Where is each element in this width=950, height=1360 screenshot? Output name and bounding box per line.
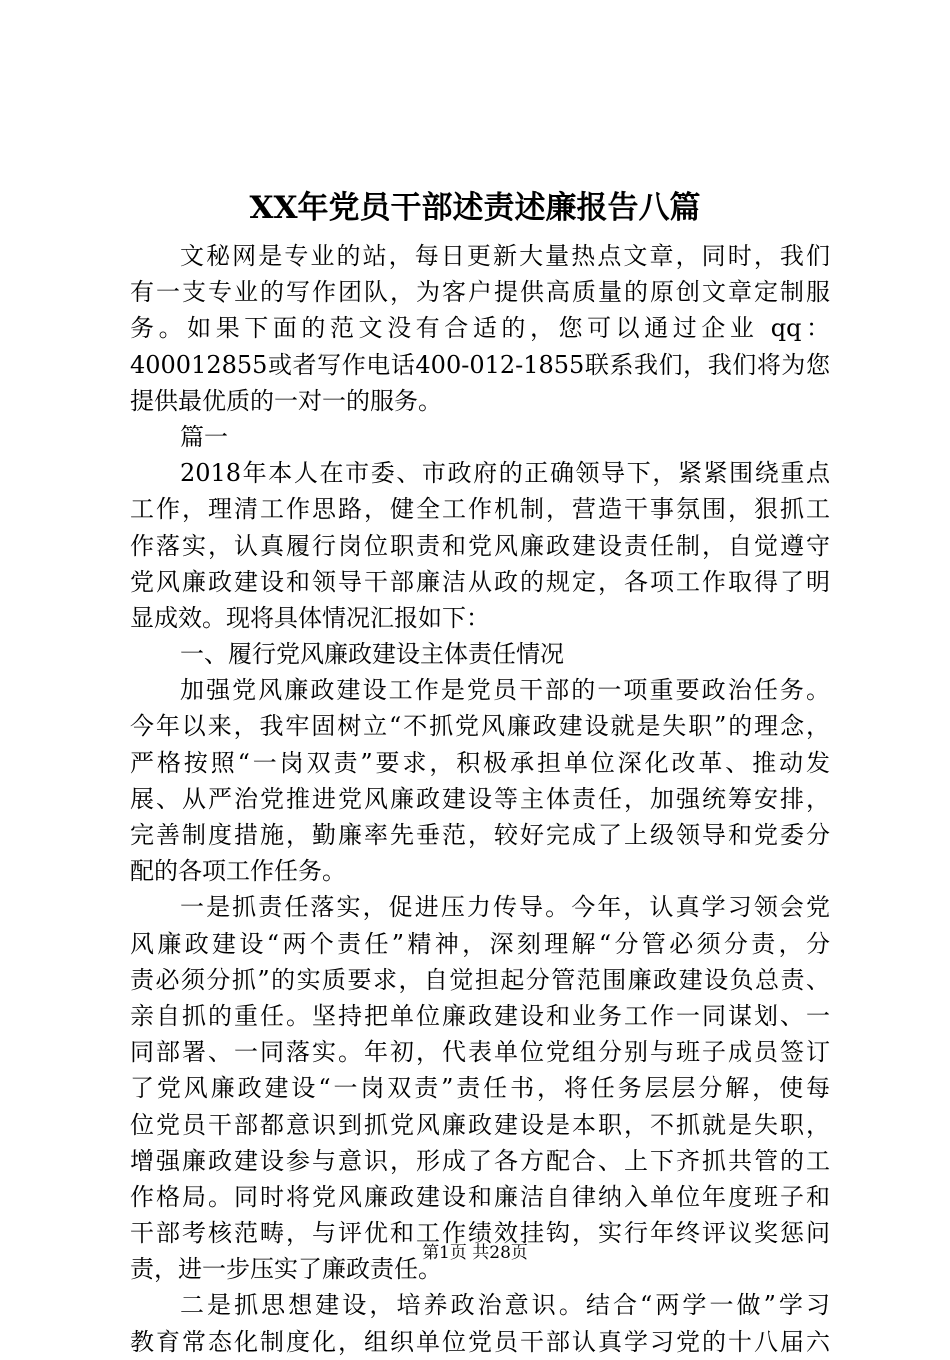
paragraph-line: 党风廉政建设和领导干部廉洁从政的规定，各项工作取得了明 [130,567,830,596]
paragraph-line: 责，进一步压实了廉政责任。 [130,1255,442,1284]
paragraph-line: 完善制度措施，勤廉率先垂范，较好完成了上级领导和党委分 [130,821,830,849]
paragraph-line: 干部考核范畴，与评优和工作绩效挂钩，实行年终评议奖惩问 [130,1219,830,1248]
section-heading: 篇一 [180,422,228,451]
paragraph-line: 教育常态化制度化，组织单位党员干部认真学习党的十八届六 [130,1327,830,1356]
paragraph-line: 有一支专业的写作团队，为客户提供高质量的原创文章定制服 [130,278,830,307]
paragraph-line: 400012855或者写作电话400-012-1855联系我们，我们将为您 [130,350,830,379]
paragraph-line: 一是抓责任落实，促进压力传导。今年，认真学习领会党 [180,893,830,922]
paragraph-line: 亲自抓的重任。坚持把单位廉政建设和业务工作一同谋划、一 [130,1001,830,1030]
section-heading: 一、履行党风廉政建设主体责任情况 [180,640,564,669]
paragraph-line: 风廉政建设“两个责任”精神，深刻理解“分管必须分责，分 [130,929,830,958]
paragraph-line: 提供最优质的一对一的服务。 [130,386,442,415]
paragraph-line: 二是抓思想建设，培养政治意识。结合“两学一做”学习 [180,1291,830,1320]
paragraph-line: 工作，理清工作思路，健全工作机制，营造干事氛围，狠抓工 [130,495,830,524]
paragraph-line: 加强党风廉政建设工作是党员干部的一项重要政治任务。 [180,676,830,705]
paragraph-line: 位党员干部都意识到抓党风廉政建设是本职，不抓就是失职， [130,1110,830,1139]
paragraph-line: 严格按照“一岗双责”要求，积极承担单位深化改革、推动发 [130,748,830,777]
page-number-footer: 第1页 共28页 [422,1243,528,1263]
paragraph-line: 配的各项工作任务。 [130,857,346,886]
paragraph-line: 文秘网是专业的站，每日更新大量热点文章，同时，我们 [180,242,830,270]
paragraph-line: 作格局。同时将党风廉政建设和廉洁自律纳入单位年度班子和 [130,1182,830,1211]
paragraph-line: 2018年本人在市委、市政府的正确领导下，紧紧围绕重点 [180,459,830,488]
paragraph-line: 责必须分抓”的实质要求，自觉担起分管范围廉政建设负总责、 [130,965,830,994]
document-title: XX年党员干部述责述廉报告八篇 [249,190,701,226]
paragraph-line: 显成效。现将具体情况汇报如下： [130,603,490,632]
document-body [130,238,830,1360]
paragraph-line: 展、从严治党推进党风廉政建设等主体责任，加强统筹安排， [130,784,830,813]
paragraph-line: 今年以来，我牢固树立“不抓党风廉政建设就是失职”的理念， [130,712,830,741]
paragraph-line: 作落实，认真履行岗位职责和党风廉政建设责任制，自觉遵守 [130,531,830,560]
paragraph-line: 了党风廉政建设“一岗双责”责任书，将任务层层分解，使每 [130,1074,830,1103]
paragraph-line: 同部署、一同落实。年初，代表单位党组分别与班子成员签订 [130,1038,830,1067]
paragraph-line: 务。如果下面的范文没有合适的，您可以通过企业 qq： [130,314,830,343]
paragraph-line: 增强廉政建设参与意识，形成了各方配合、上下齐抓共管的工 [130,1146,830,1175]
